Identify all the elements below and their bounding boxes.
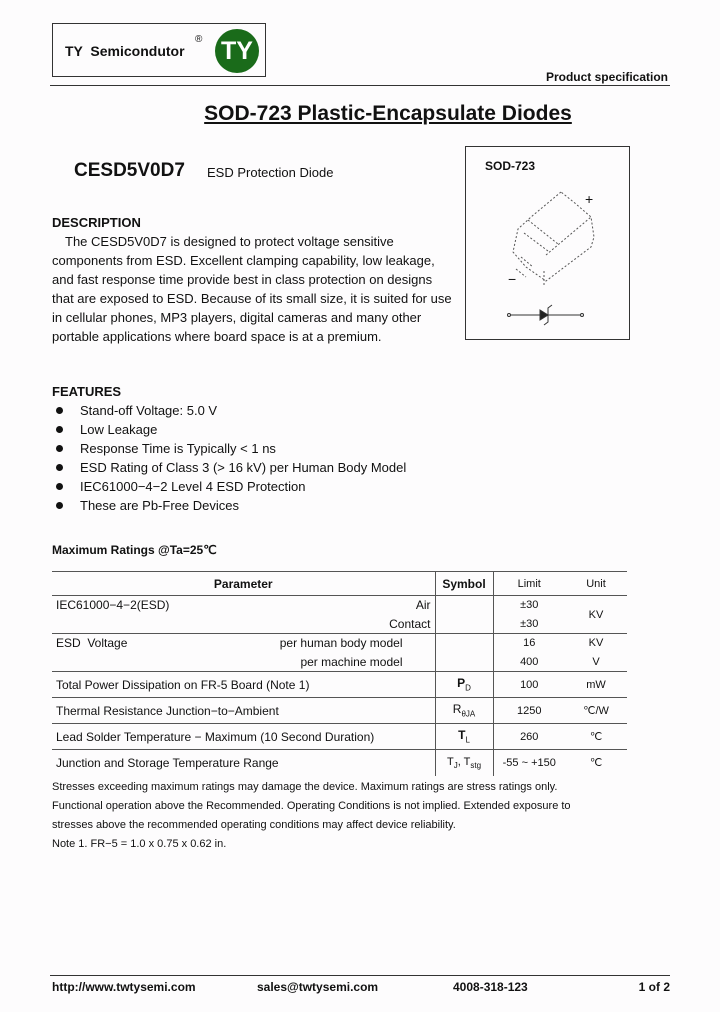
symbol-cell xyxy=(435,672,493,698)
note-line: Functional operation above the Recommended. Operating Conditions is not implied. Extended exposure to xyxy=(52,800,571,812)
param-cell xyxy=(52,634,435,653)
param-sub: per machine model xyxy=(300,654,403,669)
symbol-cell xyxy=(435,724,493,750)
footer-url[interactable]: http://www.twtysemi.com xyxy=(52,980,196,994)
page-title: SOD-723 Plastic-Encapsulate Diodes xyxy=(204,102,572,125)
table-row xyxy=(52,653,627,672)
ratings-heading: Maximum Ratings @Ta=25℃ xyxy=(52,543,217,557)
feature-text: Stand-off Voltage: 5.0 V xyxy=(80,403,218,418)
package-figure xyxy=(465,146,630,340)
limit-cell: 260 xyxy=(493,724,565,750)
part-description: ESD Protection Diode xyxy=(207,165,334,180)
feature-text: ESD Rating of Class 3 (> 16 kV) per Human Body Model xyxy=(80,460,407,475)
list-item xyxy=(56,458,406,477)
param-cell: Junction and Storage Temperature Range xyxy=(56,755,279,770)
symbol-sub: L xyxy=(465,735,470,745)
package-drawing xyxy=(466,147,631,341)
feature-text: Response Time is Typically < 1 ns xyxy=(80,441,276,456)
feature-text: IEC61000−4−2 Level 4 ESD Protection xyxy=(80,479,306,494)
company-logo xyxy=(52,23,266,77)
table-row xyxy=(52,596,627,615)
logo-mark: TY xyxy=(215,29,259,73)
unit-cell: mW xyxy=(586,678,606,691)
symbol: P xyxy=(457,676,466,691)
param-text: ESD Voltage xyxy=(56,636,128,651)
table-row xyxy=(52,615,627,634)
symbol-cell xyxy=(435,653,493,672)
param-sub: Contact xyxy=(389,616,431,631)
unit-cell: KV xyxy=(565,596,627,634)
list-item xyxy=(56,496,406,515)
col-symbol: Symbol xyxy=(435,572,493,596)
list-item xyxy=(56,477,406,496)
package-name: SOD-723 xyxy=(485,159,536,173)
param-sub: per human body model xyxy=(279,636,403,651)
bullet-icon xyxy=(56,483,63,490)
col-parameter: Parameter xyxy=(213,576,273,591)
page-number: 1 of 2 xyxy=(638,980,670,994)
bullet-icon xyxy=(56,407,63,414)
features-list xyxy=(56,401,406,515)
table-row xyxy=(52,634,627,653)
product-spec-label: Product specification xyxy=(545,70,668,84)
footer-email[interactable]: sales@twtysemi.com xyxy=(257,980,379,994)
table-row xyxy=(52,672,627,698)
table-row xyxy=(52,724,627,750)
ratings-table xyxy=(52,571,627,776)
limit-cell: ±30 xyxy=(493,596,565,615)
features-heading: FEATURES xyxy=(52,384,122,399)
symbol-sub: θJA xyxy=(461,709,476,719)
unit-cell: KV xyxy=(588,637,604,650)
limit-cell: 400 xyxy=(493,653,565,672)
feature-text: These are Pb-Free Devices xyxy=(80,498,239,513)
unit-cell: V xyxy=(592,655,600,668)
description-heading: DESCRIPTION xyxy=(52,215,141,230)
note-line: Stresses exceeding maximum ratings may damage the device. Maximum ratings are stress ratings only. xyxy=(52,781,558,793)
symbol-cell xyxy=(435,634,493,653)
symbol-cell xyxy=(435,698,493,724)
note-line: stresses above the recommended operating conditions may affect device reliability. xyxy=(52,819,456,831)
header-divider xyxy=(50,85,670,86)
param-text: IEC61000−4−2(ESD) xyxy=(56,598,170,613)
symbol: , T xyxy=(457,755,471,768)
list-item xyxy=(56,420,406,439)
bullet-icon xyxy=(56,464,63,471)
minus-label: − xyxy=(508,271,517,287)
limit-cell: 16 xyxy=(493,634,565,653)
bullet-icon xyxy=(56,445,63,452)
table-row xyxy=(52,750,627,776)
symbol: R xyxy=(452,702,462,717)
symbol-sub: J xyxy=(453,760,458,770)
limit-cell: 1250 xyxy=(493,698,565,724)
symbol: T xyxy=(458,728,466,743)
col-limit: Limit xyxy=(493,572,565,596)
diode-symbol xyxy=(508,305,584,325)
table-header-row xyxy=(52,572,627,596)
bullet-icon xyxy=(56,426,63,433)
description-text: The CESD5V0D7 is designed to protect voltage sensitive components from ESD. Excellent clamping capability, low leakage, and fast response time provide best in class protection on designs that are exposed to ESD. Because of its small size, it is suited for use in cellular phones, MP3 players, digital cameras and many other portable applications where board space is at a premium. xyxy=(52,234,452,344)
bullet-icon xyxy=(56,502,63,509)
footer-divider xyxy=(50,975,670,976)
param-cell: Thermal Resistance Junction−to−Ambient xyxy=(56,703,279,718)
plus-label: + xyxy=(585,191,594,207)
param-cell: Lead Solder Temperature − Maximum (10 Second Duration) xyxy=(56,729,375,744)
param-cell xyxy=(52,596,435,615)
unit-cell: ℃/W xyxy=(583,705,609,717)
unit-cell: ℃ xyxy=(589,731,603,743)
symbol-cell xyxy=(435,596,493,615)
limit-cell: -55 ~ +150 xyxy=(493,750,565,776)
footer-phone: 4008-318-123 xyxy=(453,980,528,994)
list-item xyxy=(56,439,406,458)
company-name: TY Semicondutor xyxy=(65,43,185,59)
note-line: Note 1. FR−5 = 1.0 x 0.75 x 0.62 in. xyxy=(52,838,227,850)
col-unit: Unit xyxy=(586,577,606,590)
symbol-sub: stg xyxy=(470,760,482,770)
limit-cell: ±30 xyxy=(493,615,565,634)
part-number: CESD5V0D7 xyxy=(74,160,185,181)
param-cell: Total Power Dissipation on FR-5 Board (Note 1) xyxy=(56,677,310,692)
list-item xyxy=(56,401,406,420)
ratings-notes xyxy=(52,778,571,854)
limit-cell: 100 xyxy=(493,672,565,698)
symbol-cell xyxy=(435,615,493,634)
symbol-sub: D xyxy=(465,683,471,693)
symbol: T xyxy=(446,755,454,768)
registered-mark: ® xyxy=(195,34,203,45)
feature-text: Low Leakage xyxy=(80,422,158,437)
table-row xyxy=(52,698,627,724)
unit-cell: ℃ xyxy=(589,757,603,770)
param-sub: Air xyxy=(415,598,431,613)
symbol-cell xyxy=(435,750,493,776)
